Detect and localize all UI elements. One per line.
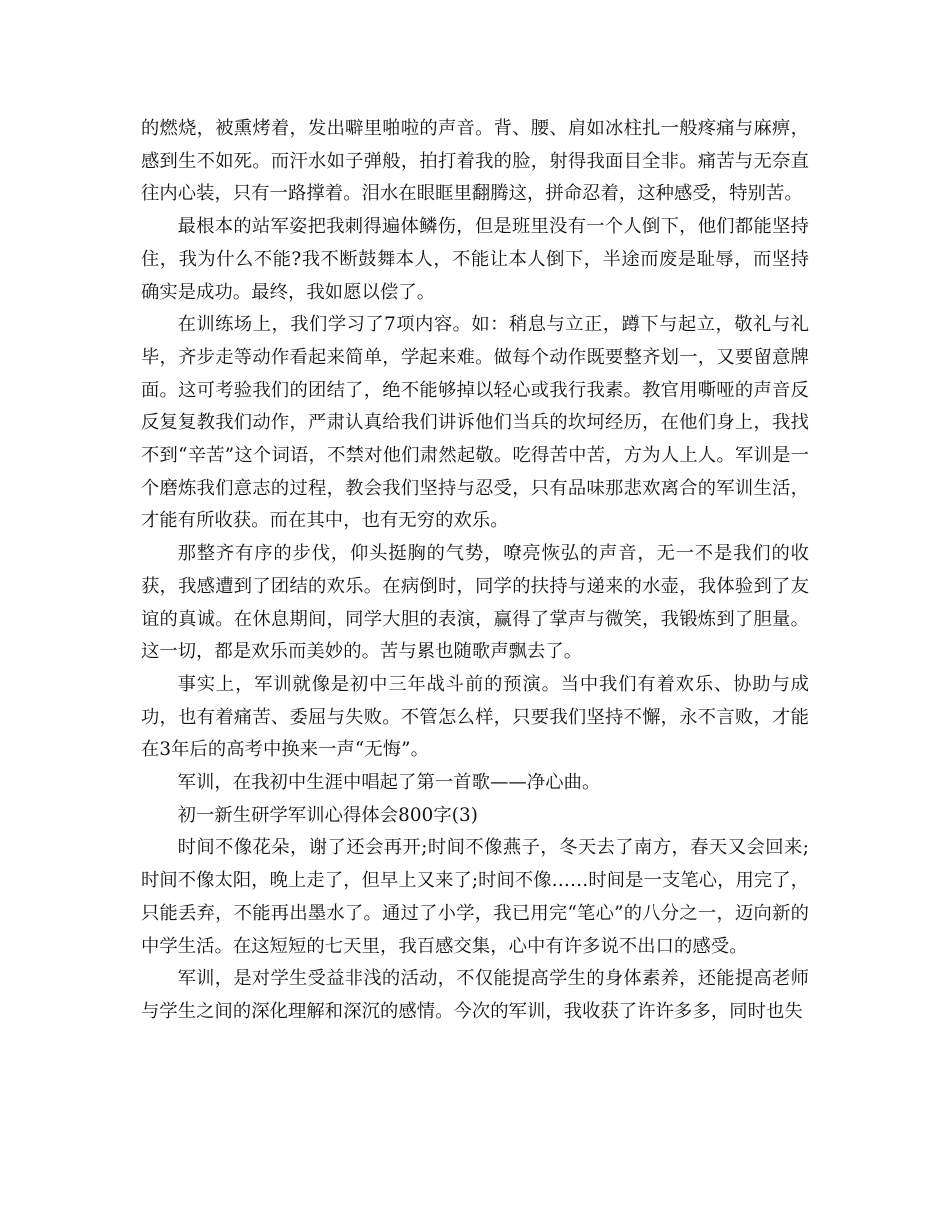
- section-heading: 初一新生研学军训心得体会800字(3): [177, 804, 478, 826]
- paragraph-time: 时间不像花朵，谢了还会再开;时间不像燕子，冬天去了南方，春天又会回来;时间不像太阳，晚上走了，但早上又来了;时间不像……时间是一支笔心，用完了，只能丢弃，不能再出墨水了。通过了小学，我已用完“笔心”的八分之一，迈向新的中学生活。在这短短的七天里，我百感交集，心中有许多说不出口的感受。: [141, 837, 809, 957]
- paragraph-continued: 的燃烧，被熏烤着，发出噼里啪啦的声音。背、腰、肩如冰柱扎一般疼痛与麻痹，感到生不如死。而汗水如子弹般，拍打着我的脸，射得我面目全非。痛苦与无奈直往内心装，只有一路撑着。泪水在眼眶里翻腾这，拼命忍着，这种感受，特别苦。: [141, 118, 809, 205]
- paragraph-rehearsal: 事实上，军训就像是初中三年战斗前的预演。当中我们有着欢乐、协助与成功，也有着痛苦、委屈与失败。不管怎么样，只要我们坚持不懈，永不言败，才能在3年后的高考中换来一声“无悔”。: [141, 673, 809, 761]
- paragraph-first-song: 军训，在我初中生涯中唱起了第一首歌——净心曲。: [177, 772, 601, 794]
- body-text: [141, 113, 809, 1029]
- paragraph-joy: 那整齐有序的步伐，仰头挺胸的气势，嘹亮恢弘的声音，无一不是我们的收获，我感遭到了团结的欢乐。在病倒时，同学的扶持与递来的水壶，我体验到了友谊的真诚。在休息期间，同学大胆的表演，赢得了掌声与微笑，我锻炼到了胆量。这一切，都是欢乐而美妙的。苦与累也随歌声飘去了。: [141, 543, 809, 663]
- paragraph-training-ground: 在训练场上，我们学习了7项内容。如：稍息与立正，蹲下与起立，敬礼与礼毕，齐步走等动作看起来简单，学起来难。做每个动作既要整齐划一，又要留意牌面。这可考验我们的团结了，绝不能够掉以轻心或我行我素。教官用嘶哑的声音反反复复教我们动作，严肃认真给我们讲诉他们当兵的坎坷经历，在他们身上，我找不到“辛苦”这个词语，不禁对他们肃然起敬。吃得苦中苦，方为人上人。军训是一个磨炼我们意志的过程，教会我们坚持与忍受，只有品味那悲欢离合的军训生活，才能有所收获。而在其中，也有无穷的欢乐。: [141, 314, 809, 532]
- paragraph-standing-posture: 最根本的站军姿把我刺得遍体鳞伤，但是班里没有一个人倒下，他们都能坚持住，我为什么不能?我不断鼓舞本人，不能让本人倒下，半途而废是耻辱，而坚持确实是成功。最终，我如愿以偿了。: [141, 216, 809, 303]
- paragraph-military-training: 军训，是对学生受益非浅的活动，不仅能提高学生的身体素养，还能提高老师与学生之间的深化理解和深沉的感情。今次的军训，我收获了许许多多，同时也失: [141, 968, 809, 1022]
